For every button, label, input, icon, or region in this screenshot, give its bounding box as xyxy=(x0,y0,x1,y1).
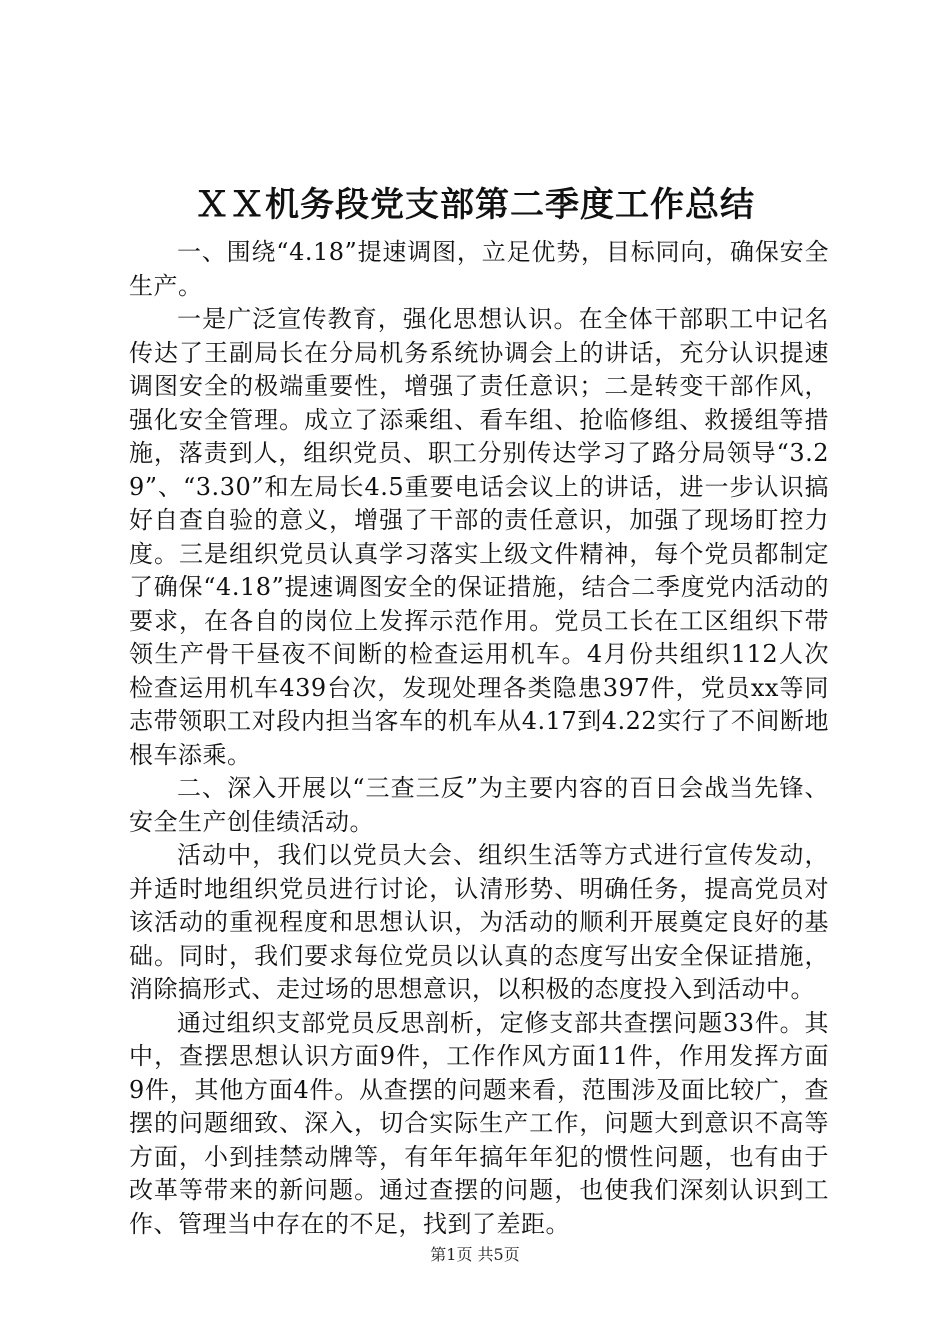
paragraph-publicity-education: 一是广泛宣传教育，强化思想认识。在全体干部职工中记名传达了王副局长在分局机务系统协调会上的讲话，充分认识提速调图安全的极端重要性，增强了责任意识；二是转变干部作风，强化安全管理。成立了添乘组、看车组、抢临修组、救援组等措施，落责到人，组织党员、职工分别传达学习了路分局领导“3.29”、“3.30”和左局长4.5重要电话会议上的讲话，进一步认识搞好自查自验的意义，增强了干部的责任意识，加强了现场盯控力度。三是组织党员认真学习落实上级文件精神，每个党员都制定了确保“4.18”提速调图安全的保证措施，结合二季度党内活动的要求，在各自的岗位上发挥示范作用。党员工长在工区组织下带领生产骨干昼夜不间断的检查运用机车。4月份共组织112人次检查运用机车439台次，发现处理各类隐患397件，党员xx等同志带领职工对段内担当客车的机车从4.17到4.22实行了不间断地根车添乘。 xyxy=(129,305,829,769)
paragraph-problem-review: 通过组织支部党员反思剖析，定修支部共查摆问题33件。其中，查摆思想认识方面9件，工作作风方面11件，作用发挥方面9件，其他方面4件。从查摆的问题来看，范围涉及面比较广，查摆的问题细致、深入，切合实际生产工作，问题大到意识不高等方面，小到挂禁动牌等，有年年搞年年犯的惯性问题，也有由于改革等带来的新问题。通过查摆的问题，也使我们深刻认识到工作、管理当中存在的不足，找到了差距。 xyxy=(129,1008,829,1238)
page-footer: 第1页 共5页 xyxy=(430,1245,520,1264)
document-body xyxy=(129,236,829,1241)
paragraph-activity-mobilization: 活动中，我们以党员大会、组织生活等方式进行宣传发动，并适时地组织党员进行讨论，认清形势、明确任务，提高党员对该活动的重视程度和思想认识，为活动的顺利开展奠定良好的基础。同时，我们要求每位党员以认真的态度写出安全保证措施，消除搞形式、走过场的思想意识，以积极的态度投入到活动中。 xyxy=(129,841,829,1003)
paragraph-section-two-heading: 二、深入开展以“三查三反”为主要内容的百日会战当先锋、安全生产创佳绩活动。 xyxy=(129,774,829,836)
document-title: ＸＸ机务段党支部第二季度工作总结 xyxy=(195,185,755,225)
paragraph-section-one-heading: 一、围绕“4.18”提速调图，立足优势，目标同向，确保安全生产。 xyxy=(129,238,829,300)
